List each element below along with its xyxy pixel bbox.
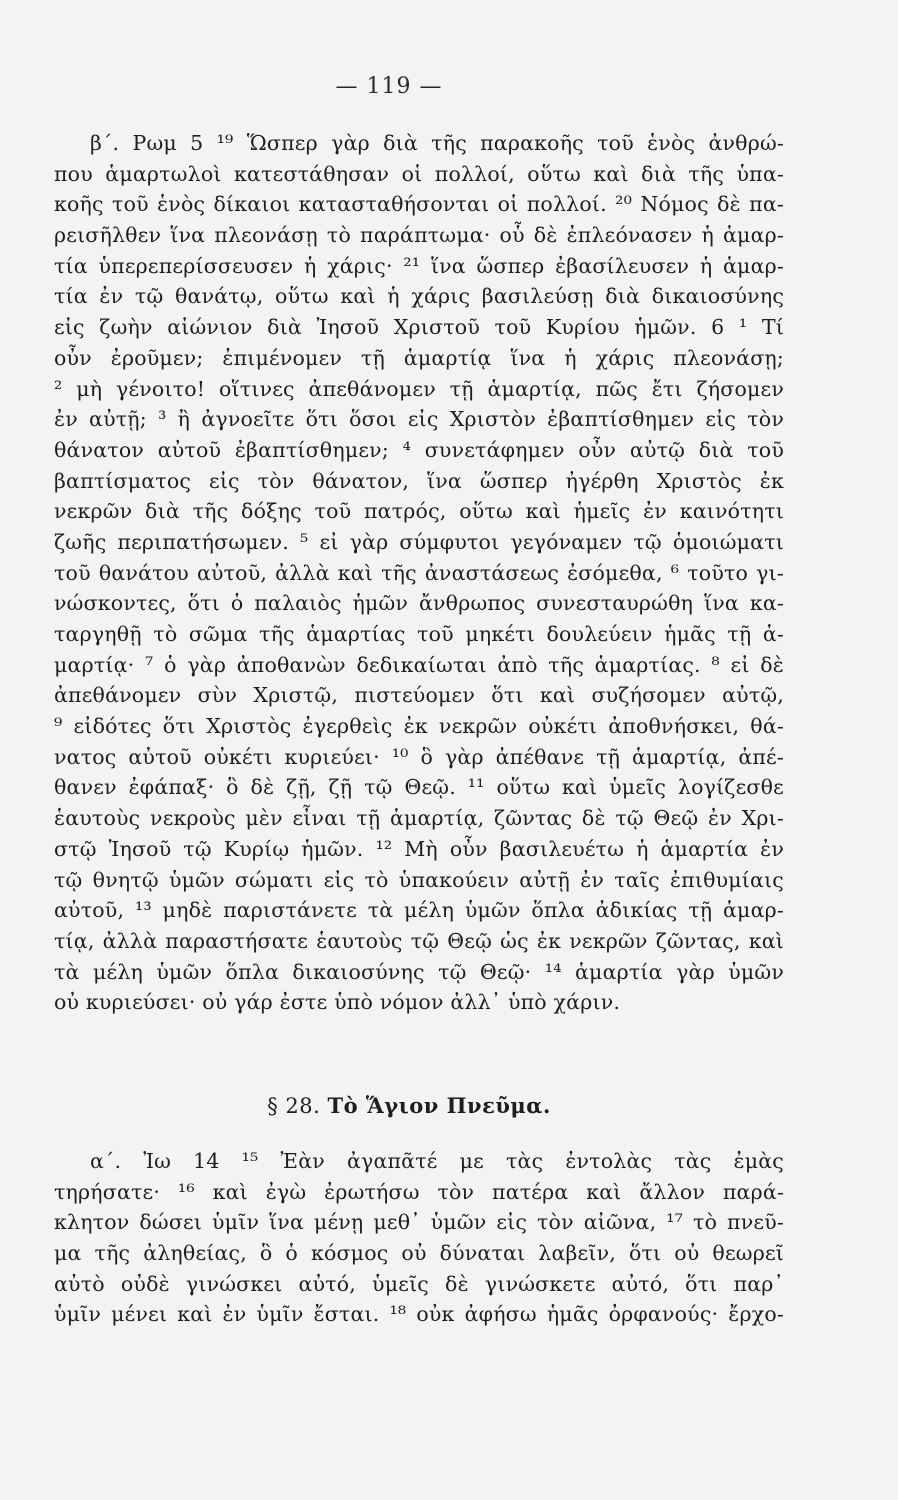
- text-line: εἰς ζωὴν αἰώνιον διὰ Ἰησοῦ Χριστοῦ τοῦ Κυρίου ἡμῶν. 6 ¹ Τί: [54, 315, 784, 340]
- text-line: μα τῆς ἀληθείας, ὃ ὁ κόσμος οὐ δύναται λαβεῖν, ὅτι οὐ θεωρεῖ: [54, 1241, 784, 1266]
- text-line: β΄. Ρωμ 5 ¹⁹ Ὥσπερ γὰρ διὰ τῆς παρακοῆς τοῦ ἑνὸς ἀνθρώ-: [90, 131, 784, 155]
- text-line: νατος αὐτοῦ οὐκέτι κυριεύει· ¹⁰ ὃ γὰρ ἀπέθανε τῇ ἁμαρτίᾳ, ἀπέ-: [54, 744, 784, 769]
- text-line: αὐτοῦ, ¹³ μηδὲ παριστάνετε τὰ μέλη ὑμῶν ὅπλα ἀδικίας τῇ ἁμαρ-: [54, 898, 784, 923]
- text-line: που ἁμαρτωλοὶ κατεστάθησαν οἱ πολλοί, οὕτω καὶ διὰ τῆς ὑπα-: [54, 161, 784, 186]
- text-line: τία ἐν τῷ θανάτῳ, οὕτω καὶ ἡ χάρις βασιλεύσῃ διὰ δικαιοσύνης: [54, 284, 784, 309]
- passage-john: [54, 1146, 784, 1330]
- text-line: τοῦ θανάτου αὐτοῦ, ἀλλὰ καὶ τῆς ἀναστάσεως ἐσόμεθα, ⁶ τοῦτο γι-: [54, 560, 784, 585]
- text-line: αὐτὸ οὐδὲ γινώσκει αὐτό, ὑμεῖς δὲ γινώσκετε αὐτό, ὅτι παρ᾿: [54, 1271, 784, 1296]
- text-line: ² μὴ γένοιτο! οἵτινες ἀπεθάνομεν τῇ ἁμαρτίᾳ, πῶς ἔτι ζήσομεν: [54, 376, 784, 401]
- text-line: βαπτίσματος εἰς τὸν θάνατον, ἵνα ὥσπερ ἠγέρθη Χριστὸς ἐκ: [54, 468, 784, 493]
- page-number: — 119 —: [335, 74, 443, 99]
- text-line: ἐν αὐτῇ; ³ ἢ ἀγνοεῖτε ὅτι ὅσοι εἰς Χριστὸν ἐβαπτίσθημεν εἰς τὸν: [54, 407, 784, 432]
- text-line: τὰ μέλη ὑμῶν ὅπλα δικαιοσύνης τῷ Θεῷ· ¹⁴ ἁμαρτία γὰρ ὑμῶν: [54, 959, 784, 984]
- text-line: α΄. Ἰω 14 ¹⁵ Ἐὰν ἀγαπᾶτέ με τὰς ἐντολὰς τὰς ἐμὰς: [90, 1149, 784, 1173]
- passage-romans: [54, 128, 784, 1018]
- text-line: νεκρῶν διὰ τῆς δόξης τοῦ πατρός, οὕτω καὶ ἡμεῖς ἐν καινότητι: [54, 499, 784, 524]
- text-line: τηρήσατε· ¹⁶ καὶ ἐγὼ ἐρωτήσω τὸν πατέρα καὶ ἄλλον παρά-: [54, 1179, 784, 1204]
- text-line: στῷ Ἰησοῦ τῷ Κυρίῳ ἡμῶν. ¹² Μὴ οὖν βασιλευέτω ἡ ἁμαρτία ἐν: [54, 836, 784, 861]
- section-number: § 28.: [267, 1094, 321, 1118]
- text-line: ἑαυτοὺς νεκροὺς μὲν εἶναι τῇ ἁμαρτίᾳ, ζῶντας δὲ τῷ Θεῷ ἐν Χρι-: [54, 806, 784, 831]
- text-line: τῷ θνητῷ ὑμῶν σώματι εἰς τὸ ὑπακούειν αὐτῇ ἐν ταῖς ἐπιθυμίαις: [54, 867, 784, 892]
- text-line: ρεισῆλθεν ἵνα πλεονάσῃ τὸ παράπτωμα· οὗ δὲ ἐπλεόνασεν ἡ ἁμαρ-: [54, 223, 784, 248]
- text-line: νώσκοντες, ὅτι ὁ παλαιὸς ἡμῶν ἄνθρωπος συνεσταυρώθη ἵνα κα-: [54, 591, 784, 616]
- text-line: κλητον δώσει ὑμῖν ἵνα μένῃ μεθ᾿ ὑμῶν εἰς τὸν αἰῶνα, ¹⁷ τὸ πνεῦ-: [54, 1210, 784, 1235]
- text-line: κοῆς τοῦ ἑνὸς δίκαιοι κατασταθήσονται οἱ πολλοί. ²⁰ Νόμος δὲ πα-: [54, 192, 784, 217]
- text-line: θανεν ἐφάπαξ· ὃ δὲ ζῇ, ζῇ τῷ Θεῷ. ¹¹ οὕτω καὶ ὑμεῖς λογίζεσθε: [54, 775, 784, 800]
- text-line: τία ὑπερεπερίσσευσεν ἡ χάρις· ²¹ ἵνα ὥσπερ ἐβασίλευσεν ἡ ἁμαρ-: [54, 253, 784, 278]
- text-line: οὖν ἐροῦμεν; ἐπιμένομεν τῇ ἁμαρτίᾳ ἵνα ἡ χάρις πλεονάσῃ;: [54, 345, 784, 370]
- text-line: ζωῆς περιπατήσωμεν. ⁵ εἰ γὰρ σύμφυτοι γεγόναμεν τῷ ὁμοιώματι: [54, 529, 784, 554]
- text-line: οὐ κυριεύσει· οὐ γάρ ἐστε ὑπὸ νόμον ἀλλ᾿ ὑπὸ χάριν.: [54, 990, 621, 1015]
- text-line: ταργηθῇ τὸ σῶμα τῆς ἁμαρτίας τοῦ μηκέτι δουλεύειν ἡμᾶς τῇ ἁ-: [54, 622, 784, 646]
- text-line: τίᾳ, ἀλλὰ παραστήσατε ἑαυτοὺς τῷ Θεῷ ὡς ἐκ νεκρῶν ζῶντας, καὶ: [54, 928, 784, 953]
- section-heading: [0, 1093, 818, 1118]
- text-line: μαρτίᾳ· ⁷ ὁ γὰρ ἀποθανὼν δεδικαίωται ἀπὸ τῆς ἁμαρτίας. ⁸ εἰ δὲ: [54, 652, 784, 677]
- text-line: ὑμῖν μένει καὶ ἐν ὑμῖν ἔσται. ¹⁸ οὐκ ἀφήσω ἡμᾶς ὀρφανούς· ἔρχο-: [54, 1302, 784, 1327]
- text-line: θάνατον αὐτοῦ ἐβαπτίσθημεν; ⁴ συνετάφημεν οὖν αὐτῷ διὰ τοῦ: [54, 437, 784, 462]
- text-line: ἀπεθάνομεν σὺν Χριστῷ, πιστεύομεν ὅτι καὶ συζήσομεν αὐτῷ,: [54, 683, 784, 708]
- section-title: Τὸ Ἅγιον Πνεῦμα.: [327, 1093, 551, 1118]
- text-line: ⁹ εἰδότες ὅτι Χριστὸς ἐγερθεὶς ἐκ νεκρῶν οὐκέτι ἀποθνήσκει, θά-: [54, 714, 784, 739]
